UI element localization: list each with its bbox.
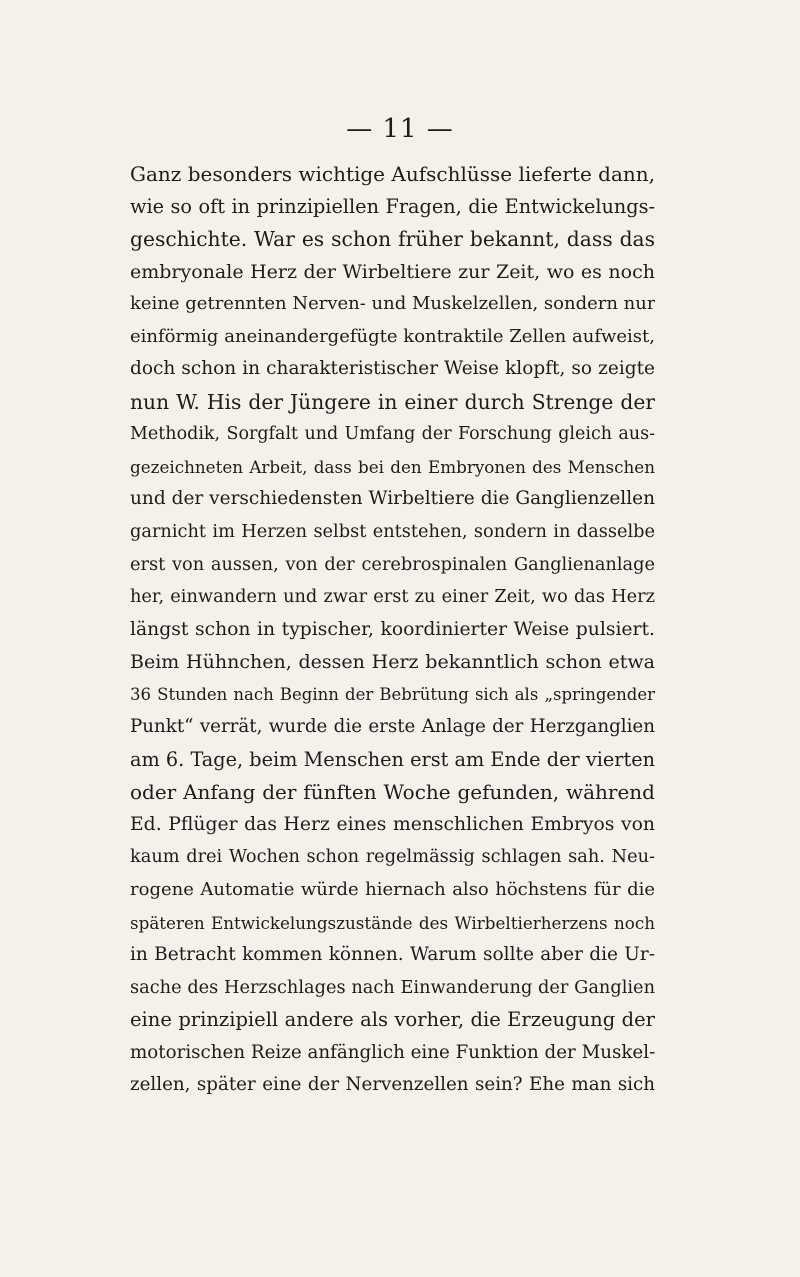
text-line: längst schon in typischer, koordinierter Weise pulsiert. — [130, 618, 655, 640]
text-line: nun W. His der Jüngere in einer durch Strenge der — [130, 389, 655, 414]
text-line: 36 Stunden nach Beginn der Bebrütung sich als „springender — [130, 684, 655, 704]
text-line: zellen, später eine der Nervenzellen sein? Ehe man sich — [130, 1074, 655, 1096]
text-line: einförmig aneinandergefügte kontraktile Zellen aufweist, — [130, 325, 655, 347]
text-line: Methodik, Sorgfalt und Umfang der Forschung gleich aus- — [130, 424, 655, 445]
text-line: garnicht im Herzen selbst entstehen, sondern in dasselbe — [130, 522, 655, 543]
text-line: eine prinzipiell andere als vorher, die Erzeugung der — [130, 1008, 655, 1032]
text-line: rogene Automatie würde hiernach also höchstens für die — [130, 879, 655, 901]
text-line: doch schon in charakteristischer Weise klopft, so zeigte — [130, 358, 655, 380]
page-number: — 11 — — [346, 114, 454, 144]
text-line: Ganz besonders wichtige Aufschlüsse lieferte dann, — [130, 162, 655, 186]
text-line: oder Anfang der fünften Woche gefunden, während — [130, 780, 655, 805]
text-line: Beim Hühnchen, dessen Herz bekanntlich schon etwa — [130, 651, 655, 674]
text-line: geschichte. War es schon früher bekannt, dass das — [130, 227, 655, 252]
text-line: motorischen Reize anfänglich eine Funktion der Muskel- — [130, 1041, 655, 1063]
text-line: späteren Entwickelungszustände des Wirbeltierherzens noch — [130, 912, 655, 933]
text-line: in Betracht kommen können. Warum sollte aber die Ur- — [130, 944, 655, 966]
text-line: keine getrennten Nerven- und Muskelzellen, sondern nur — [130, 293, 655, 315]
text-line: gezeichneten Arbeit, dass bei den Embryonen des Menschen — [130, 456, 655, 477]
text-line: wie so oft in prinzipiellen Fragen, die Entwickelungs- — [130, 194, 655, 218]
text-line: her, einwandern und zwar erst zu einer Zeit, wo das Herz — [130, 587, 655, 608]
text-line: Punkt“ verrät, wurde die erste Anlage der Herzganglien — [130, 716, 655, 738]
text-line: erst von aussen, von der cerebrospinalen Ganglienanlage — [130, 554, 655, 575]
text-line: sache des Herzschlages nach Einwanderung der Ganglien — [130, 977, 655, 998]
text-line: am 6. Tage, beim Menschen erst am Ende der vierten — [130, 747, 655, 771]
text-line: embryonale Herz der Wirbeltiere zur Zeit, wo es noch — [130, 260, 655, 283]
body-text — [130, 158, 655, 1102]
text-line: Ed. Pflüger das Herz eines menschlichen Embryos von — [130, 813, 655, 835]
text-line: kaum drei Wochen schon regelmässig schlagen sah. Neu- — [130, 847, 655, 868]
text-line: und der verschiedensten Wirbeltiere die Ganglienzellen — [130, 488, 655, 510]
